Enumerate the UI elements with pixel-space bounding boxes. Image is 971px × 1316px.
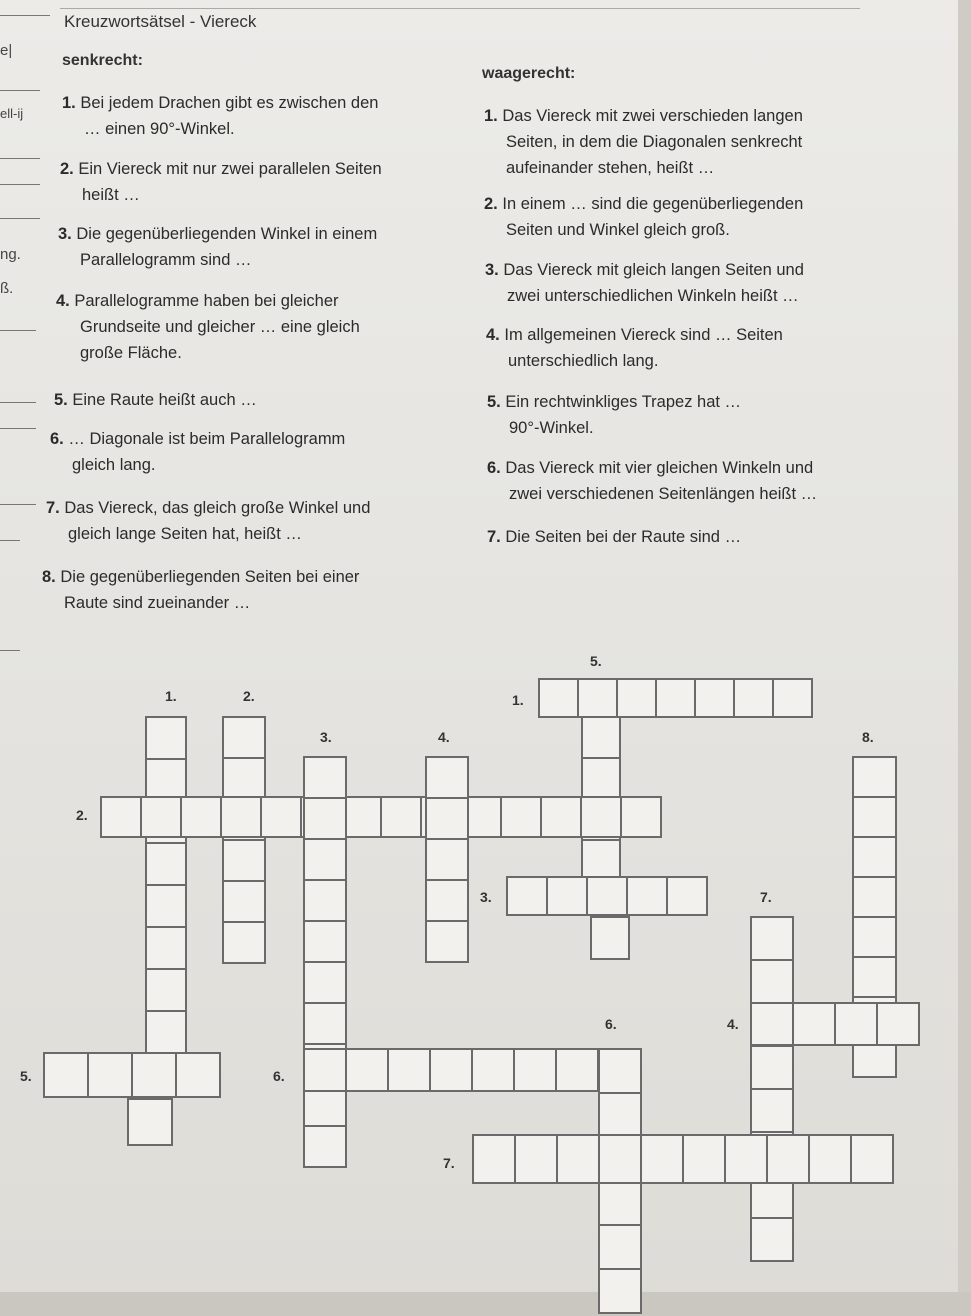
crossword-cell-down-6[interactable]: [598, 1048, 642, 1094]
clue-text: gleich lang.: [72, 456, 156, 474]
senkrecht-clue-1: [62, 90, 378, 142]
clue-number: 5.: [54, 391, 68, 409]
crossword-cell-across-2[interactable]: [140, 796, 182, 838]
crossword-cell-across-3-stem[interactable]: [590, 916, 630, 960]
crossword-cell-down-8[interactable]: [852, 756, 897, 798]
crossword-cell-down-3[interactable]: [303, 920, 347, 963]
margin-line: [0, 15, 50, 16]
crossword-cell-across-2[interactable]: [580, 796, 622, 838]
clue-text: Seiten und Winkel gleich groß.: [506, 221, 730, 239]
crossword-cell-down-3[interactable]: [303, 961, 347, 1004]
crossword-cell-across-7[interactable]: [556, 1134, 600, 1184]
clue-text: Eine Raute heißt auch …: [72, 391, 257, 409]
crossword-cell-down-1-tail[interactable]: [127, 1098, 173, 1146]
crossword-cell-down-4[interactable]: [425, 838, 469, 881]
crossword-cell-down-4[interactable]: [425, 756, 469, 799]
crossword-cell-down-2[interactable]: [222, 839, 266, 882]
label-across-7: 7.: [443, 1155, 455, 1171]
label-down-4: 4.: [438, 729, 450, 745]
crossword-cell-across-2[interactable]: [500, 796, 542, 838]
crossword-cell-across-5[interactable]: [43, 1052, 89, 1098]
margin-fragment: ng.: [0, 246, 21, 263]
waagerecht-clue-5: [487, 389, 741, 441]
crossword-cell-across-7[interactable]: [808, 1134, 852, 1184]
crossword-cell-across-1[interactable]: [655, 678, 696, 718]
crossword-cell-down-3[interactable]: [303, 797, 347, 840]
clue-text: große Fläche.: [80, 344, 182, 362]
clue-text: Grundseite und gleicher … eine gleich: [80, 318, 360, 336]
crossword-cell-across-7[interactable]: [724, 1134, 768, 1184]
clue-text: Bei jedem Drachen gibt es zwischen den: [80, 94, 379, 112]
crossword-cell-across-2[interactable]: [220, 796, 262, 838]
label-down-2: 2.: [243, 688, 255, 704]
crossword-cell-across-6[interactable]: [429, 1048, 473, 1092]
crossword-cell-down-2[interactable]: [222, 716, 266, 759]
crossword-cell-across-2[interactable]: [380, 796, 422, 838]
crossword-cell-down-1[interactable]: [145, 716, 187, 760]
crossword-cell-across-2[interactable]: [540, 796, 582, 838]
clue-text: gleich lange Seiten hat, heißt …: [68, 525, 302, 543]
clue-number: 1.: [484, 107, 498, 125]
margin-line: [0, 158, 40, 159]
crossword-cell-down-2[interactable]: [222, 880, 266, 923]
crossword-cell-across-7[interactable]: [850, 1134, 894, 1184]
crossword-cell-across-3[interactable]: [666, 876, 708, 916]
crossword-cell-across-2[interactable]: [100, 796, 142, 838]
clue-text: In einem … sind die gegenüberliegenden: [502, 195, 804, 213]
clue-text: Die gegenüberliegenden Seiten bei einer: [60, 568, 360, 586]
label-down-1: 1.: [165, 688, 177, 704]
crossword-cell-across-2[interactable]: [620, 796, 662, 838]
margin-line: [0, 540, 20, 541]
crossword-cell-across-7[interactable]: [598, 1134, 642, 1184]
crossword-cell-across-3[interactable]: [506, 876, 548, 916]
label-across-1: 1.: [512, 692, 524, 708]
clue-text: zwei unterschiedlichen Winkeln heißt …: [507, 287, 799, 305]
margin-line: [0, 504, 36, 505]
senkrecht-clue-6: [50, 426, 345, 478]
clue-number: 7.: [487, 528, 501, 546]
label-down-5: 5.: [590, 653, 602, 669]
clue-text: Im allgemeinen Viereck sind … Seiten: [504, 326, 783, 344]
crossword-cell-across-1[interactable]: [694, 678, 735, 718]
crossword-cell-across-6[interactable]: [303, 1048, 347, 1092]
margin-line: [0, 650, 20, 651]
margin-fragment: ell-ij: [0, 106, 24, 121]
crossword-cell-across-3[interactable]: [586, 876, 628, 916]
waagerecht-clue-1: [484, 103, 803, 181]
crossword-cell-down-3[interactable]: [303, 1125, 347, 1168]
crossword-cell-down-1[interactable]: [145, 926, 187, 970]
crossword-cell-down-5[interactable]: [581, 757, 621, 800]
crossword-cell-across-5[interactable]: [175, 1052, 221, 1098]
margin-line: [0, 184, 40, 185]
clue-text: Das Viereck, das gleich große Winkel und: [64, 499, 371, 517]
waagerecht-clue-3: [485, 257, 804, 309]
waagerecht-clue-7: [487, 524, 741, 550]
clue-text: Ein Viereck mit nur zwei parallelen Seiten: [78, 160, 382, 178]
clue-text: zwei verschiedenen Seitenlängen heißt …: [509, 485, 818, 503]
crossword-cell-down-4[interactable]: [425, 797, 469, 840]
senkrecht-clue-5: [54, 387, 257, 413]
senkrecht-header: senkrecht:: [62, 52, 143, 69]
crossword-cell-down-4[interactable]: [425, 879, 469, 922]
crossword-cell-down-7[interactable]: [750, 916, 794, 961]
clue-text: … Diagonale ist beim Parallelogramm: [68, 430, 346, 448]
clue-number: 5.: [487, 393, 501, 411]
crossword-cell-down-3[interactable]: [303, 879, 347, 922]
label-across-2: 2.: [76, 807, 88, 823]
crossword-cell-down-6[interactable]: [598, 1224, 642, 1270]
clue-number: 4.: [486, 326, 500, 344]
crossword-cell-across-5[interactable]: [87, 1052, 133, 1098]
senkrecht-clue-3: [58, 221, 377, 273]
senkrecht-clue-7: [46, 495, 370, 547]
label-down-8: 8.: [862, 729, 874, 745]
crossword-cell-down-7[interactable]: [750, 1217, 794, 1262]
clue-number: 6.: [50, 430, 64, 448]
crossword-cell-across-1[interactable]: [538, 678, 579, 718]
crossword-cell-down-8[interactable]: [852, 916, 897, 958]
clue-text: 90°-Winkel.: [509, 419, 594, 437]
clue-number: 4.: [56, 292, 70, 310]
clue-number: 3.: [485, 261, 499, 279]
crossword-cell-down-8[interactable]: [852, 956, 897, 998]
waagerecht-clue-6: [487, 455, 817, 507]
crossword-cell-across-1[interactable]: [616, 678, 657, 718]
crossword-cell-down-6[interactable]: [598, 1180, 642, 1226]
page-edge-bottom: [0, 1292, 971, 1316]
margin-line: [0, 330, 36, 331]
clue-text: Das Viereck mit vier gleichen Winkeln und: [505, 459, 814, 477]
senkrecht-clue-4: [56, 288, 360, 366]
clue-text: Das Viereck mit gleich langen Seiten und: [503, 261, 804, 279]
waagerecht-clue-4: [486, 322, 783, 374]
crossword-cell-across-4[interactable]: [876, 1002, 920, 1046]
label-down-3: 3.: [320, 729, 332, 745]
page-edge: [958, 0, 971, 1316]
crossword-cell-down-1[interactable]: [145, 968, 187, 1012]
crossword-cell-down-3[interactable]: [303, 756, 347, 799]
crossword-cell-across-7[interactable]: [640, 1134, 684, 1184]
crossword-cell-down-6[interactable]: [598, 1268, 642, 1314]
clue-text: Parallelogramm sind …: [80, 251, 252, 269]
crossword-cell-down-7[interactable]: [750, 1088, 794, 1133]
clue-text: Parallelogramme haben bei gleicher: [74, 292, 339, 310]
crossword-cell-across-6[interactable]: [471, 1048, 515, 1092]
clue-text: Raute sind zueinander …: [64, 594, 251, 612]
crossword-cell-down-7[interactable]: [750, 959, 794, 1004]
crossword-cell-across-4[interactable]: [834, 1002, 878, 1046]
crossword-cell-across-4[interactable]: [792, 1002, 836, 1046]
crossword-cell-across-5[interactable]: [131, 1052, 177, 1098]
clue-text: Die Seiten bei der Raute sind …: [505, 528, 742, 546]
crossword-cell-down-1[interactable]: [145, 1010, 187, 1054]
crossword-cell-down-8[interactable]: [852, 796, 897, 838]
crossword-cell-down-7[interactable]: [750, 1045, 794, 1090]
crossword-cell-down-4[interactable]: [425, 920, 469, 963]
crossword-cell-across-2[interactable]: [180, 796, 222, 838]
crossword-cell-down-3[interactable]: [303, 838, 347, 881]
margin-line: [0, 218, 40, 219]
clue-number: 2.: [484, 195, 498, 213]
margin-line: [0, 402, 36, 403]
clue-text: Das Viereck mit zwei verschieden langen: [502, 107, 803, 125]
margin-line: [0, 90, 40, 91]
label-across-6: 6.: [273, 1068, 285, 1084]
label-across-5: 5.: [20, 1068, 32, 1084]
crossword-cell-across-2[interactable]: [260, 796, 302, 838]
clue-text: Die gegenüberliegenden Winkel in einem: [76, 225, 378, 243]
clue-text: heißt …: [82, 186, 140, 204]
crossword-cell-across-7[interactable]: [514, 1134, 558, 1184]
crossword-cell-across-1[interactable]: [772, 678, 813, 718]
crossword-cell-down-2[interactable]: [222, 921, 266, 964]
senkrecht-clue-8: [42, 564, 359, 616]
crossword-cell-down-1[interactable]: [145, 884, 187, 928]
crossword-cell-across-6[interactable]: [513, 1048, 557, 1092]
clue-text: Seiten, in dem die Diagonalen senkrecht: [506, 133, 803, 151]
clue-text: unterschiedlich lang.: [508, 352, 659, 370]
clue-number: 6.: [487, 459, 501, 477]
crossword-cell-down-8[interactable]: [852, 836, 897, 878]
crossword-cell-across-4[interactable]: [750, 1002, 794, 1046]
crossword-cell-down-8[interactable]: [852, 876, 897, 918]
crossword-cell-down-5[interactable]: [581, 716, 621, 759]
crossword-cell-down-2[interactable]: [222, 757, 266, 800]
clue-text: … einen 90°-Winkel.: [84, 120, 235, 138]
label-down-7: 7.: [760, 889, 772, 905]
crossword-cell-down-1[interactable]: [145, 842, 187, 886]
margin-fragment: ß.: [0, 280, 14, 297]
crossword-cell-down-6[interactable]: [598, 1092, 642, 1138]
crossword-cell-across-6[interactable]: [555, 1048, 599, 1092]
crossword-cell-across-7[interactable]: [766, 1134, 810, 1184]
crossword-cell-across-6[interactable]: [387, 1048, 431, 1092]
clue-number: 8.: [42, 568, 56, 586]
crossword-cell-across-1[interactable]: [577, 678, 618, 718]
crossword-cell-across-7[interactable]: [682, 1134, 726, 1184]
header-line: [60, 8, 860, 9]
waagerecht-clue-2: [484, 191, 803, 243]
clue-number: 1.: [62, 94, 76, 112]
label-down-6: 6.: [605, 1016, 617, 1032]
clue-number: 7.: [46, 499, 60, 517]
crossword-cell-across-6[interactable]: [345, 1048, 389, 1092]
margin-line: [0, 428, 36, 429]
crossword-cell-across-7[interactable]: [472, 1134, 516, 1184]
crossword-cell-across-1[interactable]: [733, 678, 774, 718]
clue-number: 3.: [58, 225, 72, 243]
crossword-cell-down-3[interactable]: [303, 1002, 347, 1045]
label-across-4: 4.: [727, 1016, 739, 1032]
clue-text: aufeinander stehen, heißt …: [506, 159, 715, 177]
crossword-cell-across-3[interactable]: [546, 876, 588, 916]
clue-text: Ein rechtwinkliges Trapez hat …: [505, 393, 742, 411]
margin-fragment: e|: [0, 42, 13, 59]
clue-number: 2.: [60, 160, 74, 178]
senkrecht-clue-2: [60, 156, 382, 208]
worksheet-title: Kreuzwortsätsel - Viereck: [64, 12, 257, 31]
crossword-cell-across-3[interactable]: [626, 876, 668, 916]
label-across-3: 3.: [480, 889, 492, 905]
waagerecht-header: waagerecht:: [482, 65, 576, 82]
